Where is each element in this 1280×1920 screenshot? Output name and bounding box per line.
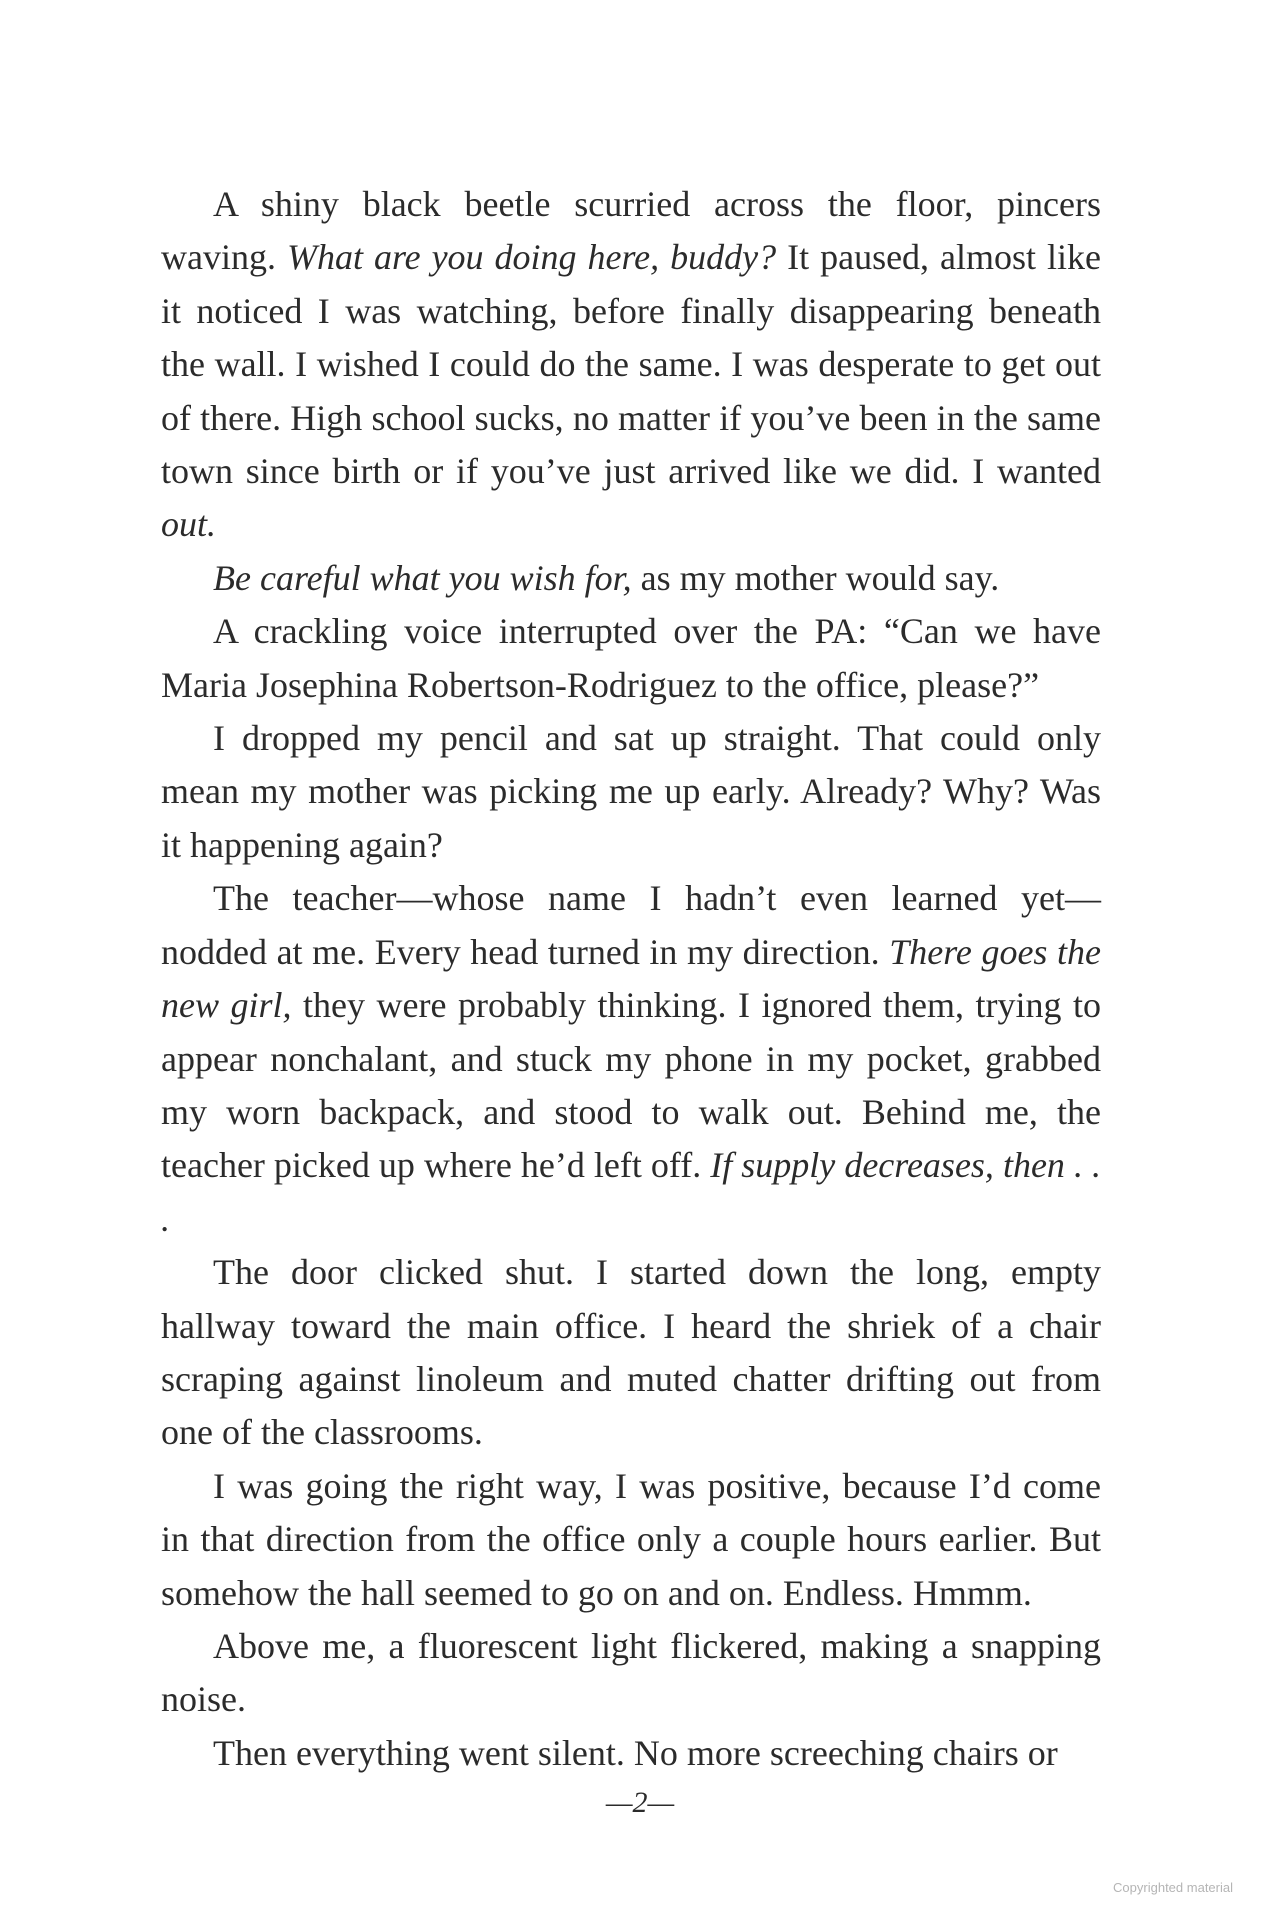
italic-text: What are you doing here, buddy?	[286, 237, 777, 278]
paragraph	[161, 178, 1101, 552]
italic-text: If supply decreases, then . . .	[161, 1145, 1101, 1239]
text-run: Then everything went silent. No more screeching chairs or	[213, 1732, 1058, 1773]
text-run: they were probably thinking. I ignored them, trying to appear nonchalant, and stuck my phone in my pocket, grabbed my worn backpack, and stood to walk out. Behind me, the teacher picked up where he’d left off.	[161, 985, 1101, 1186]
italic-text: out.	[161, 504, 217, 545]
text-run: The door clicked shut. I started down the long, empty hallway toward the main office. I heard the shriek of a chair scraping against linoleum and muted chatter drifting out from one of the classrooms.	[161, 1252, 1101, 1453]
text-run: A crackling voice interrupted over the PA: “Can we have Maria Josephina Robertson-Rodriguez to the office, please?”	[161, 611, 1101, 705]
text-run: I dropped my pencil and sat up straight. That could only mean my mother was picking me up early. Already? Why? Was it happening again?	[161, 718, 1101, 865]
text-run: I was going the right way, I was positive, because I’d come in that direction from the office only a couple hours earlier. But somehow the hall seemed to go on and on. Endless. Hmmm.	[161, 1465, 1101, 1613]
text-run: as my mother would say.	[631, 557, 1000, 598]
paragraph	[161, 872, 1101, 1246]
italic-text: Be careful what you wish for,	[213, 557, 632, 598]
paragraph	[161, 552, 1101, 605]
paragraph	[161, 1460, 1101, 1620]
paragraph	[161, 1620, 1101, 1727]
text-run: It paused, almost like it noticed I was watching, before finally disappearing beneath the wall. I wished I could do the same. I was desperate to get out of there. High school sucks, no matter if you’ve been in the same town since birth or if you’ve just arrived like we did. I wanted	[161, 237, 1101, 492]
paragraph	[161, 1246, 1101, 1460]
page-number: —2—	[605, 1786, 675, 1819]
paragraph	[161, 712, 1101, 872]
paragraph	[161, 1727, 1101, 1780]
italic-text: There goes the new girl,	[161, 931, 1102, 1026]
paragraph	[161, 605, 1101, 712]
text-run: Above me, a fluorescent light flickered, making a snapping noise.	[161, 1625, 1101, 1720]
body-text	[161, 178, 1101, 1780]
text-run: The teacher—whose name I hadn’t even learned yet—nodded at me. Every head turned in my direction.	[161, 878, 1101, 972]
text-run: A shiny black beetle scurried across the floor, pincers waving.	[161, 184, 1101, 278]
copyright-watermark: Copyrighted material	[1113, 1880, 1233, 1895]
